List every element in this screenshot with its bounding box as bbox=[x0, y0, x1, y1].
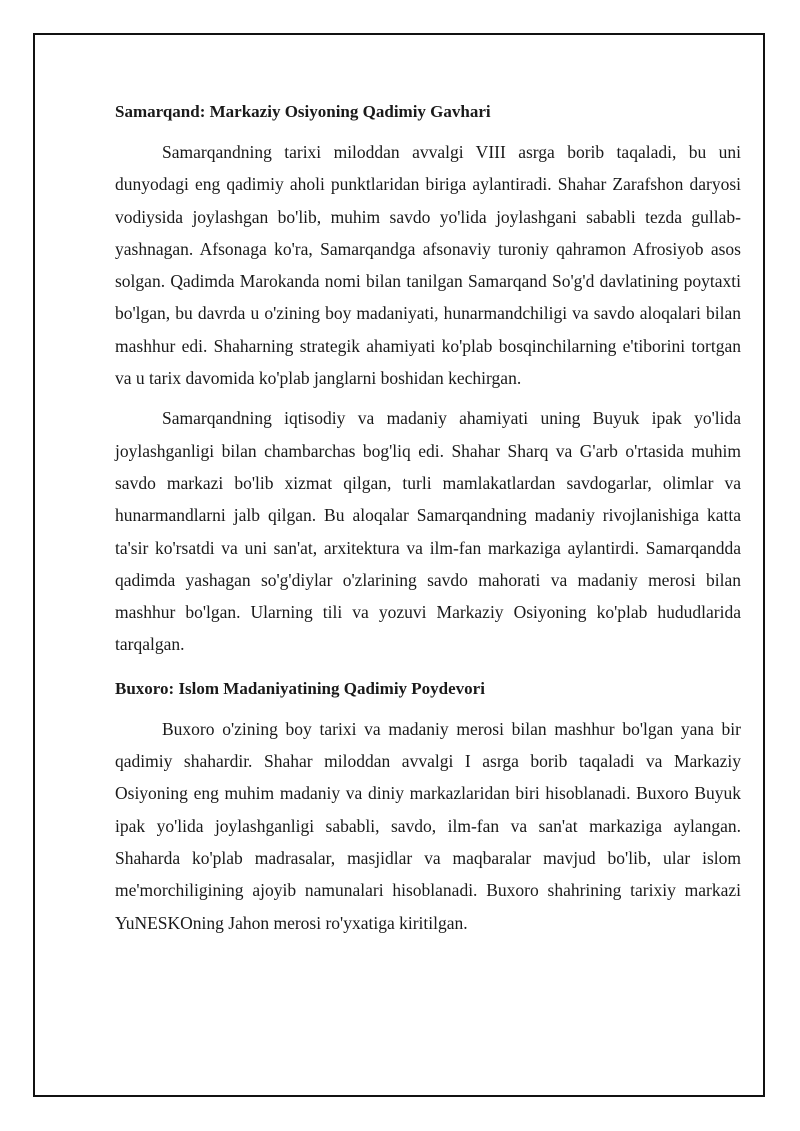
document-body bbox=[115, 96, 741, 947]
paragraph: Buxoro o'zining boy tarixi va madaniy merosi bilan mashhur bo'lgan yana bir qadimiy shahardir. Shahar miloddan avvalgi I asrga borib taqaladi va Markaziy Osiyoning eng muhim madaniy va diniy markazlaridan biri hisoblanadi. Buxoro Buyuk ipak yo'lida joylashganligi sababli, savdo, ilm-fan va san'at markaziga aylangan. Shaharda ko'plab madrasalar, masjidlar va maqbaralar mavjud bo'lib, ular islom me'morchiligining ajoyib namunalari hisoblanadi. Buxoro shahrining tarixiy markazi YuNESKOning Jahon merosi ro'yxatiga kiritilgan. bbox=[115, 718, 741, 933]
paragraph: Samarqandning iqtisodiy va madaniy ahamiyati uning Buyuk ipak yo'lida joylashganligi bilan chambarchas bog'liq edi. Shahar Sharq va G'arb o'rtasida muhim savdo markazi bo'lib xizmat qilgan, turli mamlakatlardan savdogarlar, olimlar va hunarmandlarni jalb qilgan. Bu aloqalar Samarqandning madaniy rivojlanishiga katta ta'sir ko'rsatdi va uni san'at, arxitektura va ilm-fan markaziga aylantirdi. Samarqandda qadimda yashagan so'g'diylar o'zlarining savdo mahorati va madaniy merosi bilan mashhur bo'lgan. Ularning tili va yozuvi Markaziy Osiyoning ko'plab hududlarida tarqalgan. bbox=[115, 408, 741, 655]
paragraph: Samarqandning tarixi miloddan avvalgi VIII asrga borib taqaladi, bu uni dunyodagi eng qadimiy aholi punktlaridan biriga aylantiradi. Shahar Zarafshon daryosi vodiysida joylashgan bo'lib, muhim savdo yo'lida joylashgani sababli tezda gullab-yashnagan. Afsonaga ko'ra, Samarqandga afsonaviy turoniy qahramon Afrosiyob asos solgan. Qadimda Marokanda nomi bilan tanilgan Samarqand So'g'd davlatining poytaxti bo'lgan, bu davrda u o'zining boy madaniyati, hunarmandchiligi va savdo aloqalari bilan mashhur edi. Shaharning strategik ahamiyati ko'plab bosqinchilarning e'tiborini tortgan va u tarix davomida ko'plab janglarni boshidan kechirgan. bbox=[115, 142, 741, 389]
section-heading: Samarqand: Markaziy Osiyoning Qadimiy Gavhari bbox=[115, 102, 491, 121]
section-samarqand bbox=[115, 96, 741, 661]
section-heading: Buxoro: Islom Madaniyatining Qadimiy Poydevori bbox=[115, 678, 485, 698]
section-buxoro bbox=[115, 673, 741, 939]
